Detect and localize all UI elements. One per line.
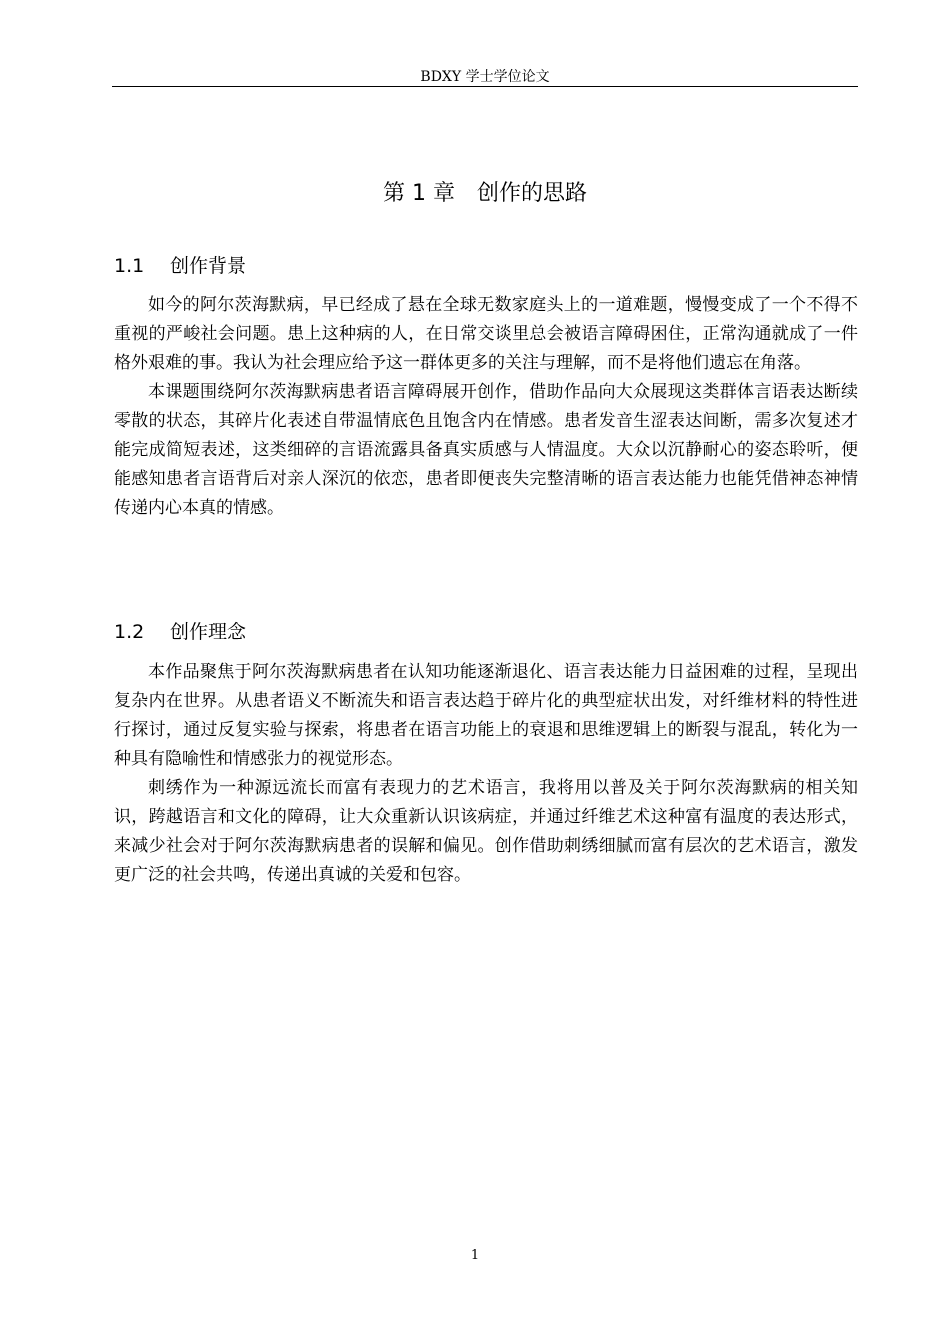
running-header: BDXY 学士学位论文 (420, 69, 550, 85)
section-heading-1-2 (114, 618, 246, 646)
chapter-label: 第 1 章 (383, 181, 455, 206)
paragraph: 本作品聚焦于阿尔茨海默病患者在认知功能逐渐退化、语言表达能力日益困难的过程，呈现出复杂内在世界。从患者语义不断流失和语言表达趋于碎片化的典型症状出发，对纤维材料的特性进行探讨，通过反复实验与探索，将患者在语言功能上的衰退和思维逻辑上的断裂与混乱，转化为一种具有隐喻性和情感张力的视觉形态。 (114, 662, 858, 769)
header-rule (112, 86, 858, 87)
section-number: 1.2 (114, 621, 145, 643)
paragraph: 本课题围绕阿尔茨海默病患者语言障碍展开创作，借助作品向大众展现这类群体言语表达断续零散的状态，其碎片化表述自带温情底色且饱含内在情感。患者发音生涩表达间断，需多次复述才能完成简短表述，这类细碎的言语流露具备真实质感与人情温度。大众以沉静耐心的姿态聆听，便能感知患者言语背后对亲人深沉的依恋，患者即便丧失完整清晰的语言表达能力也能凭借神态神情传递内心本真的情感。 (114, 382, 858, 518)
paragraph: 如今的阿尔茨海默病，早已经成了悬在全球无数家庭头上的一道难题，慢慢变成了一个不得不重视的严峻社会问题。患上这种病的人，在日常交谈里总会被语言障碍困住，正常沟通就成了一件格外艰难的事。我认为社会理应给予这一群体更多的关注与理解，而不是将他们遗忘在角落。 (114, 295, 858, 373)
page-number: 1 (470, 1248, 480, 1263)
section-title: 创作理念 (170, 621, 247, 643)
chapter-title (112, 178, 858, 210)
paragraph: 刺绣作为一种源远流长而富有表现力的艺术语言，我将用以普及关于阿尔茨海默病的相关知识，跨越语言和文化的障碍，让大众重新认识该病症，并通过纤维艺术这种富有温度的表达形式，来减少社会对于阿尔茨海默病患者的误解和偏见。创作借助刺绣细腻而富有层次的艺术语言，激发更广泛的社会共鸣，传递出真诚的关爱和包容。 (114, 778, 858, 885)
section-body-1-2 (114, 658, 858, 890)
section-body-1-1 (114, 291, 858, 523)
section-number: 1.1 (114, 255, 145, 277)
section-title: 创作背景 (170, 255, 247, 277)
chapter-title-text: 创作的思路 (476, 181, 587, 206)
section-heading-1-1 (114, 252, 246, 280)
